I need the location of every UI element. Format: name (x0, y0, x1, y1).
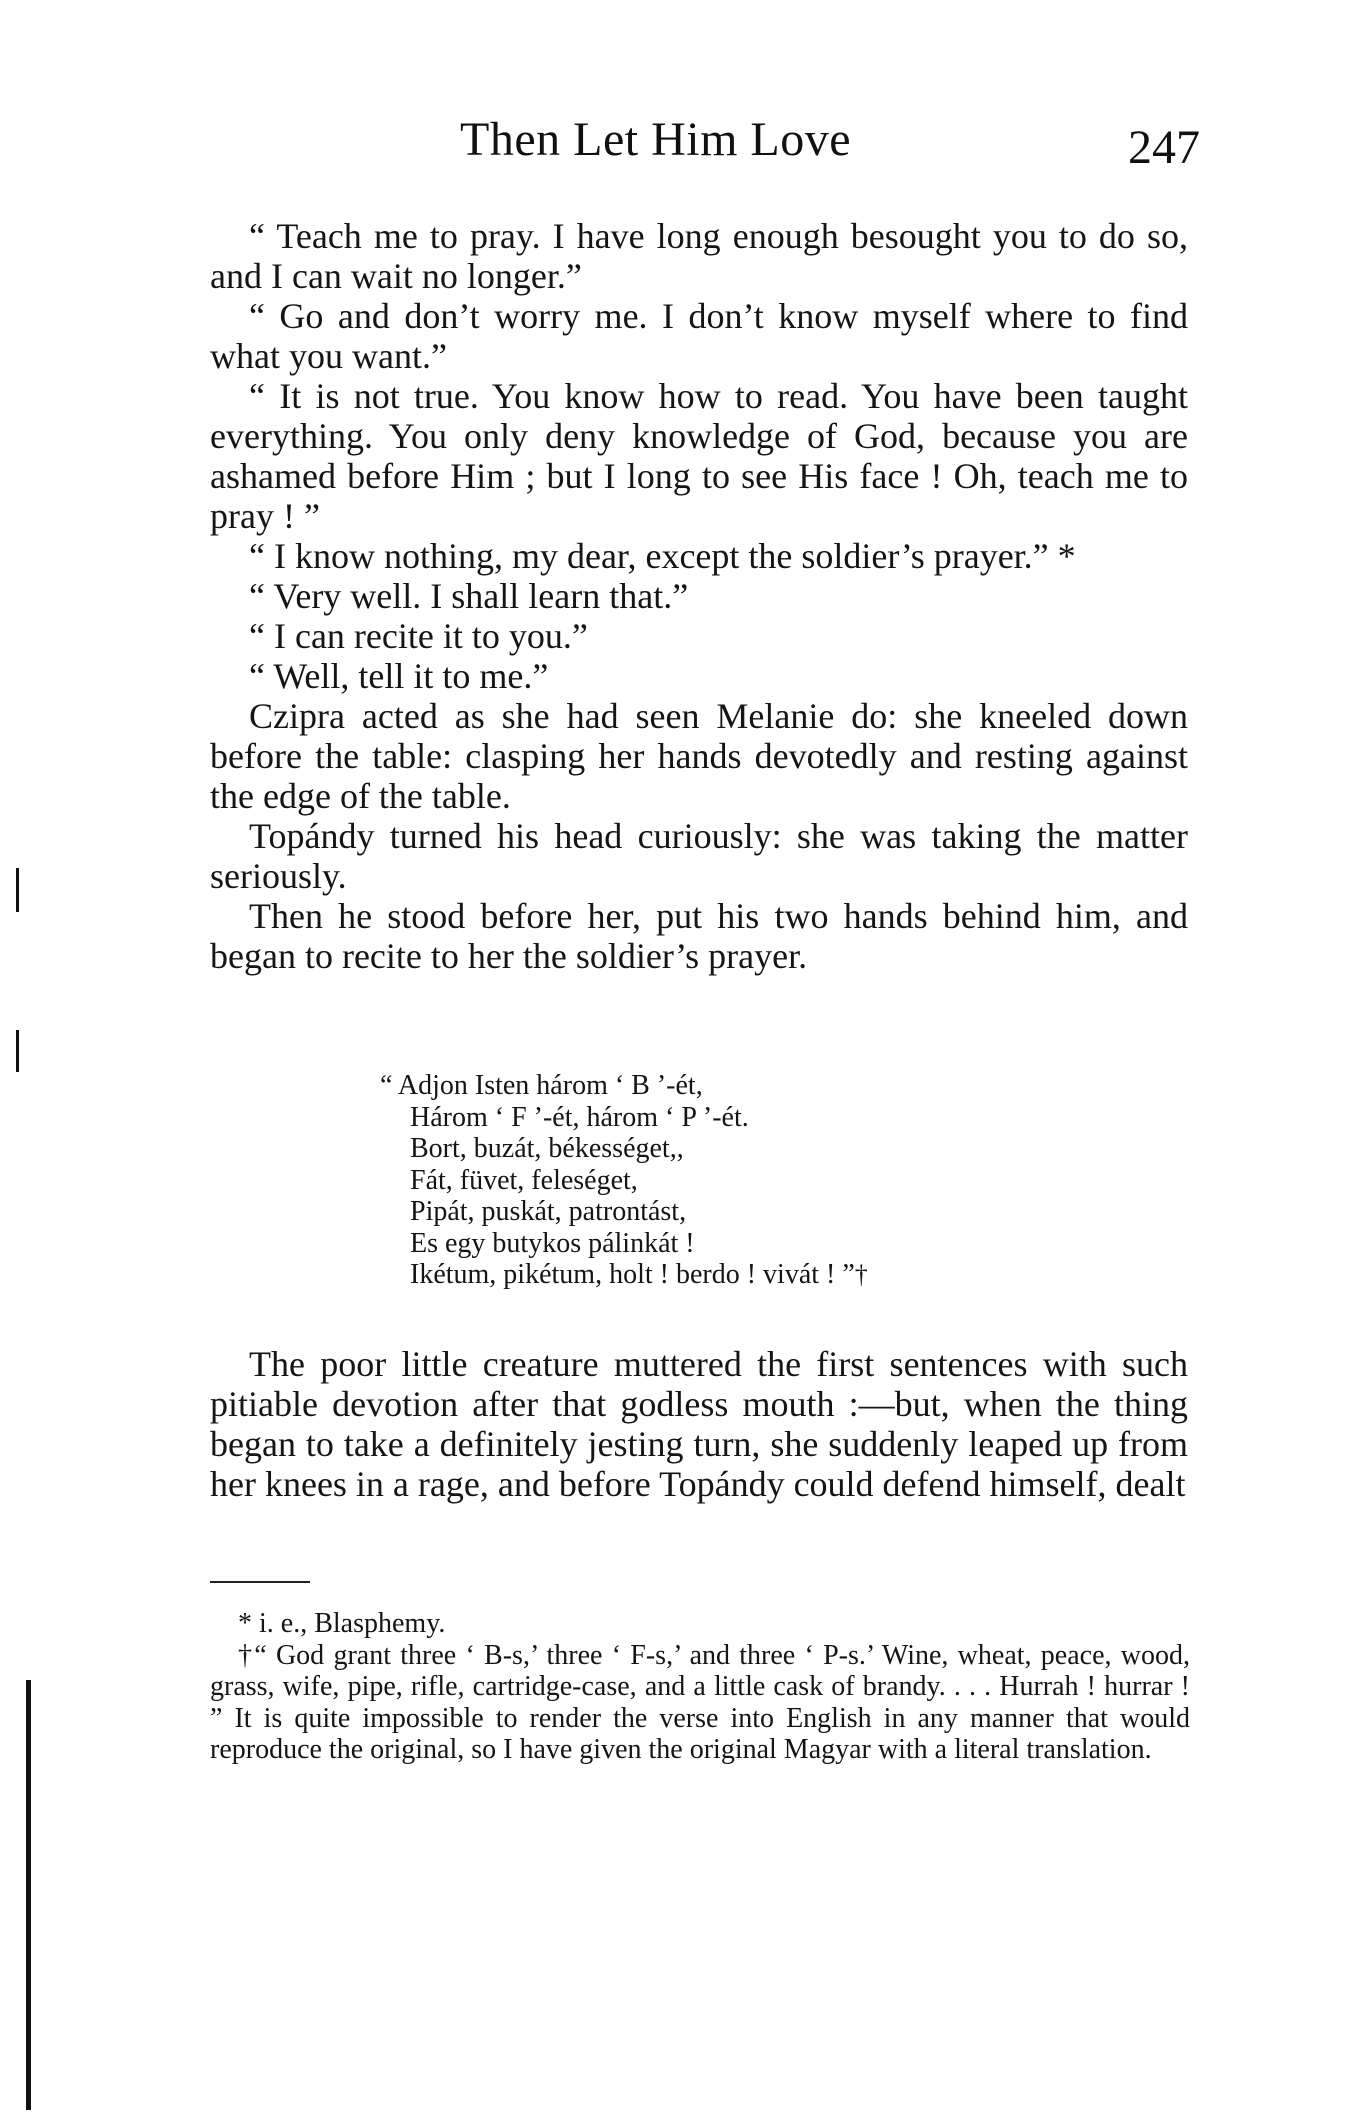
paragraph: “ I know nothing, my dear, except the soldier’s prayer.” * (249, 536, 1076, 576)
paragraph: Czipra acted as she had seen Melanie do: she kneeled down before the table: clasping her hands devotedly and resting against the edge of the table. (210, 696, 1188, 816)
paragraph: The poor little creature muttered the first sentences with such pitiable devotion after that godless mouth :—but, when the thing began to take a definitely jesting turn, she suddenly leaped up from her knees in a rage, and before Topándy could defend himself, dealt (210, 1344, 1188, 1504)
running-title: Then Let Him Love (460, 113, 852, 166)
page-number: 247 (1128, 121, 1200, 174)
verse-line-last (380, 1259, 1080, 1291)
paragraph: Topándy turned his head curiously: she was taking the matter seriously. (210, 816, 1188, 896)
verse-line: Ikétum, pikétum, holt ! berdo ! vivát ! ” (410, 1259, 855, 1290)
paragraph: “ Go and don’t worry me. I don’t know myself where to find what you want.” (210, 296, 1188, 376)
verse-line: Három ‘ F ’-ét, három ‘ P ’-ét. (410, 1101, 749, 1133)
verse-line: “ Adjon Isten három ‘ B ’-ét, (380, 1070, 703, 1101)
verse-line: Pipát, puskát, patrontást, (410, 1196, 687, 1227)
paragraph: “ Teach me to pray. I have long enough besought you to do so, and I can wait no longer.” (210, 216, 1188, 296)
verse-line: Es egy butykos pálinkát ! (410, 1227, 695, 1259)
body-text-upper (210, 216, 1188, 976)
verse-line: Fát, füvet, feleséget, (410, 1164, 638, 1196)
paragraph: “ Very well. I shall learn that.” (249, 576, 689, 616)
paragraph: “ I can recite it to you.” (249, 616, 588, 656)
scan-margin-mark (16, 1030, 19, 1072)
paragraph: “ It is not true. You know how to read. You have been taught everything. You only deny knowledge of God, because you are ashamed before Him ; but I long to see His face ! Oh, teach me to pray ! ” (210, 376, 1188, 536)
page-header (210, 112, 1200, 192)
body-text-lower (210, 1344, 1188, 1504)
footnote-marker: † (854, 1260, 868, 1289)
scan-margin-mark (26, 1680, 31, 2110)
scan-margin-mark (16, 868, 19, 912)
footnote: †“ God grant three ‘ B-s,’ three ‘ F-s,’ and three ‘ P-s.’ Wine, wheat, peace, wood, grass, wife, pipe, rifle, cartridge-case, and a little cask of brandy. . . . Hurrah ! hurrar ! ” It is quite impossible to render the verse into English in any manner that would reproduce the original, so I have given the original Magyar with a literal translation. (210, 1639, 1190, 1765)
footnote-rule (210, 1581, 310, 1583)
footnote: * i. e., Blasphemy. (238, 1608, 446, 1639)
footnotes (210, 1608, 1190, 1766)
paragraph: “ Well, tell it to me.” (249, 656, 549, 696)
paragraph: Then he stood before her, put his two hands behind him, and began to recite to her the soldier’s prayer. (210, 896, 1188, 976)
verse-line: Bort, buzát, békességet,, (410, 1133, 684, 1164)
verse-block (380, 1070, 1080, 1291)
